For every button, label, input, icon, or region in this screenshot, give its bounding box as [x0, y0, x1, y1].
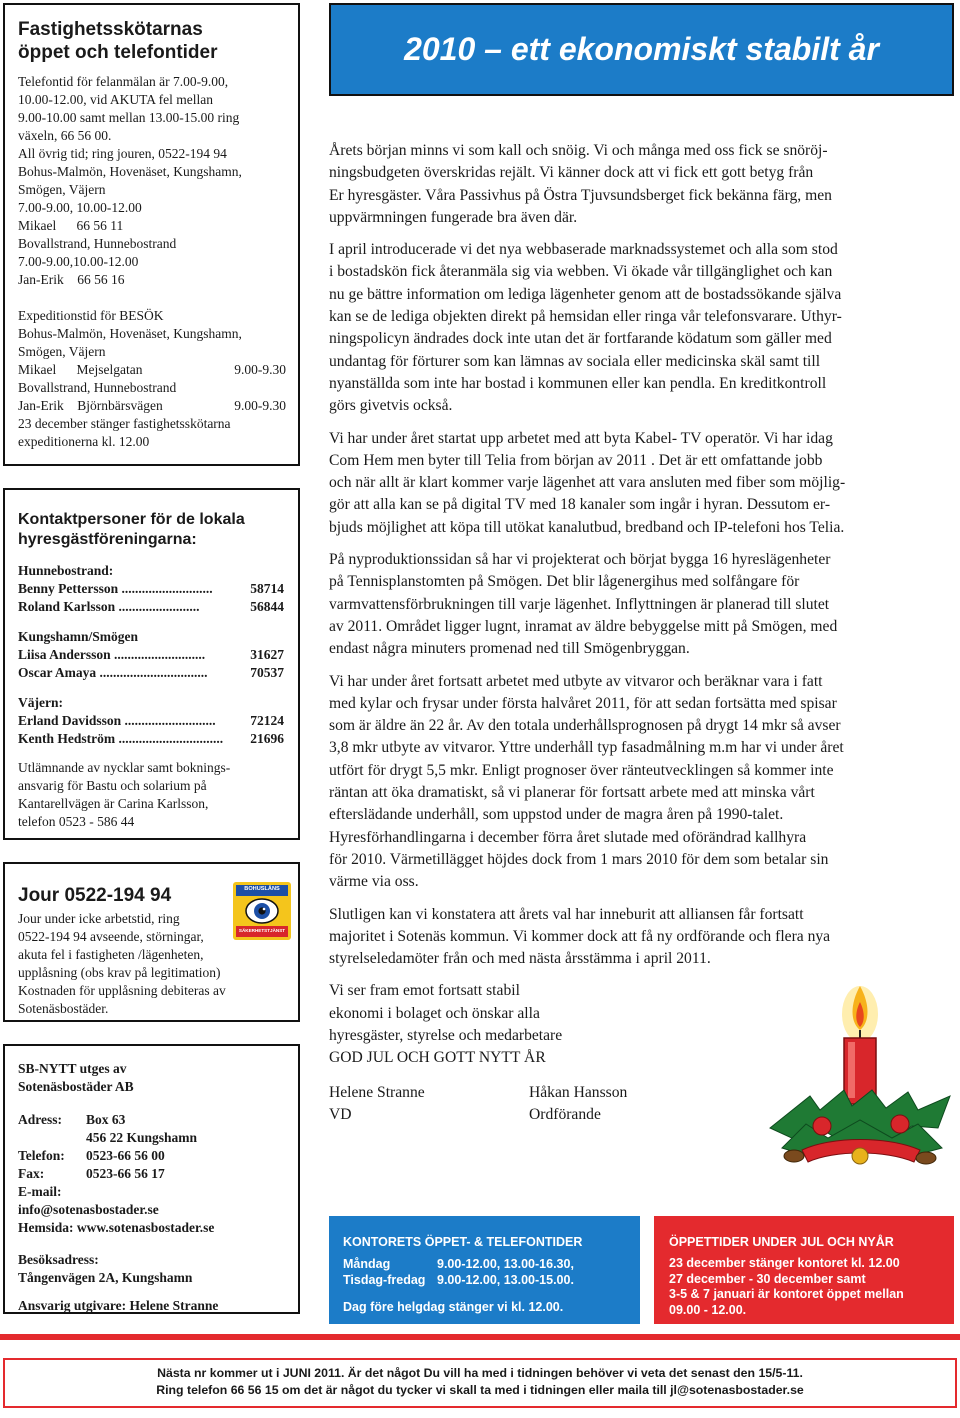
headline-banner: [329, 3, 954, 96]
christmas-hours-box: [654, 1216, 954, 1324]
christmas-hours-text: 23 december stänger kontoret kl. 12.00 27 december - 30 december samt 3-5 & 7 januari är kontoret öppet mellan 09.00 - 12.00.: [669, 1256, 904, 1317]
publisher-box: [3, 1044, 300, 1314]
article-paragraph: I april introducerade vi det nya webbaserade marknadssystemet och alla som stod i bostadskön fick återanmäla sig via webben. Vi ökade vår tillgänglighet och kan nu ge bättre information om lediga lägenheter genom att de bostadssökande själva kan se de lediga objekten direkt på hemsidan eller ringa vår telefonsvarare. Uthyr- ningspolicyn ändrades dock inte utan det är fortfarande ködatum som gäller med undantag för förturer som kan lämnas av sociala eller medicinska skäl samt till nyanställda som inte har bostad i kommunen eller kan pendla. En kreditkontroll görs givetvis också.: [329, 241, 842, 415]
office-hours-note: Dag före helgdag stänger vi kl. 12.00.: [343, 1300, 564, 1314]
signature-ceo: Helene Stranne VD: [329, 1083, 425, 1123]
footer-divider: [0, 1334, 960, 1340]
opening-hours-box: [3, 3, 300, 466]
group-label: Väjern:: [18, 695, 63, 710]
contact-row: Liisa Andersson ........................... 31627: [18, 647, 284, 662]
contact-row: Oscar Amaya ................................ 70537: [18, 665, 284, 680]
jour-box: [3, 862, 300, 1022]
security-logo: BOHUSLÄNS SÄKERHETSTJÄNST: [233, 882, 291, 940]
closing-greeting: Vi ser fram emot fortsatt stabil ekonomi i bolaget och önskar alla hyresgäster, styrelse och medarbetare GOD JUL OCH GOTT NYTT ÅR: [329, 982, 563, 1067]
footer-band: [0, 1334, 960, 1418]
signature-chair: Håkan Hansson Ordförande: [529, 1083, 628, 1123]
article-paragraph: Vi har under året startat upp arbetet med att byta Kabel- TV operatör. Vi har idag Com Hem men byter till Telia from början av 2011 . Det är ett omfattande jobb och när allt är klart kommer varje lägenhet att vara ansluten med fiber som möjlig- gör att alla kan se på digital TV med 18 kanaler som ingår i hyran. Dessutom er- bjuds möjlighet att köpa till utökat kanalutbud, bredband och IP-telefoni hos Telia.: [329, 429, 846, 536]
jour-title: Jour 0522-194 94: [18, 885, 172, 906]
office-hours-row: Måndag 9.00-12.00, 13.00-16.30, Tisdag-fredag 9.00-12.00, 13.00-15.00.: [343, 1257, 574, 1287]
contact-row: Roland Karlsson ........................ 56844: [18, 599, 284, 614]
article-paragraph: Vi har under året fortsatt arbetet med utbyte av vitvaror och beräknar vara i fatt med kylar och frysar under första halvåret 2011, för att sedan fortsätta med spisar som är äldre än 22 år. Av den totala underhållsprognosen på drygt 14 mkr så avser 3,8 mkr utbyte av vitvaror. Yttre underhåll typ fasadmålning m.m har vi under året utfört för drygt 5,5 mkr. Enligt prognoser över ränteutvecklingen så kommer inte räntan att öka dramatiskt, så vi planerar för fortsatt arbete med att minska vårt efterslädande underhåll, som uppstod under de magra åren på 1990-talet. Hyresförhandlingarna i december förra året slutade med oförändrad kallhyra för 2010. Värmetillägget höjdes dock from 1 mars 2010 för dem som betalar sin värme via oss.: [329, 672, 844, 891]
candle-icon: [762, 978, 958, 1184]
footer-line-1: Nästa nr kommer ut i JUNI 2011. Är det något Du vill ha med i tidningen behöver vi veta det senast den 15/5-11.: [157, 1366, 803, 1380]
article-paragraph: Årets början minns vi som kall och snöig. Vi och många med oss fick se snöröj- ningsbudgeten överskridas rejält. Vi känner dock att vi fick ett gott betyg från Er hyresgäster. Våra Passivhus på Östra Tjuvsundsberget fick bekänna färg, men uppvärmningen fungerade bra även där.: [329, 142, 832, 226]
visit-row-mikael: Mikael Mejselgatan 9.00-9.30: [18, 362, 286, 377]
publisher-contact: Adress: Box 63 456 22 Kungshamn Telefon: 0523-66 56 00 Fax: 0523-66 56 17 E-mail: info@sotenasbostader.se Hemsida: www.sotenasbostader.se: [18, 1111, 286, 1237]
contacts-list: [18, 562, 284, 748]
contacts-box: [3, 488, 300, 840]
article-paragraph: På nyproduktionssidan så har vi projekterat och börjat bygga 16 hyreslägenheter på Tennisplanstomten på Smögen. Det blir lågenergihus med solfångare för varmvattensförbrukningen till varje lägenhet. Inflyttningen är planerad till slutet av 2011. Området ligger lugnt, inramat av äldre bebyggelse mitt på Smögen, med endast några minuters promenad ned till Smögenbryggan.: [329, 551, 838, 658]
group-label: Kungshamn/Smögen: [18, 629, 139, 644]
opening-hours-title: Fastighetsskötarnas öppet och telefontider: [18, 19, 218, 63]
keys-note: Utlämnande av nycklar samt boknings- ansvarig för Bastu och solarium på Kantarellvägen är Carina Karlsson, telefon 0523 - 586 44: [18, 760, 231, 829]
christmas-hours-title: ÖPPETTIDER UNDER JUL OCH NYÅR: [669, 1235, 894, 1249]
visit-hours-text: Expeditionstid för BESÖK Bohus-Malmön, Hovenäset, Kungshamn, Smögen, Väjern Mikael Mejselgatan 9.00-9.30 Bovallstrand, Hunnebostrand Jan-Erik Björnbärsvägen 9.00-9.30 23 december stänger fastighetsskötarna expeditionerna kl. 12.00: [18, 308, 286, 449]
office-hours-box: [329, 1216, 640, 1324]
visit-address: Besöksadress: Tångenvägen 2A, Kungshamn: [18, 1252, 193, 1285]
advent-candle-illustration: [762, 978, 958, 1184]
group-label: Hunnebostrand:: [18, 563, 114, 578]
visit-row-janerik: Jan-Erik Björnbärsvägen 9.00-9.30: [18, 398, 286, 413]
email-link[interactable]: info@sotenasbostader.se: [18, 1202, 159, 1217]
phone-hours-text: Telefontid för felanmälan är 7.00-9.00, 10.00-12.00, vid AKUTA fel mellan 9.00-10.00 samt mellan 13.00-15.00 ring växeln, 66 56 00. All övrig tid; ring jouren, 0522-194 94 Bohus-Malmön, Hovenäset, Kungshamn, Smögen, Väjern 7.00-9.00, 10.00-12.00 Mikael 66 56 11 Bovallstrand, Hunnebostrand 7.00-9.00,10.00-12.00 Jan-Erik 66 56 16: [18, 74, 242, 287]
contact-row: Benny Pettersson ........................... 58714: [18, 581, 284, 596]
responsible-publisher: Ansvarig utgivare: Helene Stranne: [18, 1298, 219, 1313]
footer-notice: [3, 1358, 957, 1408]
website-link[interactable]: Hemsida: www.sotenasbostader.se: [18, 1220, 215, 1235]
publisher-title: SB-NYTT utges av Sotenäsbostäder AB: [18, 1061, 134, 1094]
contact-row: Kenth Hedström ............................... 21696: [18, 731, 284, 746]
office-hours-title: KONTORETS ÖPPET- & TELEFONTIDER: [343, 1235, 583, 1249]
article-headline: 2010 – ett ekonomiskt stabilt år: [404, 31, 879, 67]
contacts-title: Kontaktpersoner för de lokala hyresgästföreningarna:: [18, 511, 245, 548]
footer-line-2: Ring telefon 66 56 15 om det är något du tycker vi skall ta med i tidningen eller maila till jl@sotenasbostader.se: [156, 1383, 804, 1397]
jour-text: Jour under icke arbetstid, ring 0522-194 94 avseende, störningar, akuta fel i fastigheten /lägenheten, upplåsning (obs krav på legitimation) Kostnaden för upplåsning debiteras av Sotenäsbostäder.: [18, 911, 226, 1016]
contact-row: Erland Davidsson ........................... 72124: [18, 713, 284, 728]
article-paragraph: Slutligen kan vi konstatera att årets val har inneburit att alliansen får fortsatt majoritet i Sotenäs kommun. Vi kommer dock att få ny ordförande och flera nya styrelseledamöter från och med nästa årsstämma i april 2011.: [329, 905, 831, 968]
